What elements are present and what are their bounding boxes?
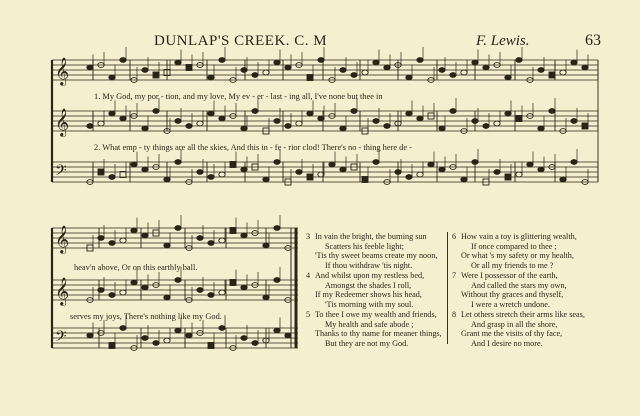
note-head (120, 58, 126, 63)
note-head (384, 65, 390, 70)
note-head (109, 111, 115, 116)
note-head (87, 333, 93, 338)
note-head (450, 109, 456, 114)
note-head (560, 177, 566, 182)
stanza-divider (447, 232, 448, 344)
note-head (494, 121, 500, 126)
note-head (483, 65, 489, 70)
note-head (175, 60, 181, 65)
note-head (175, 226, 181, 231)
stanza-line: 6 How vain a toy is glittering wealth, (452, 232, 577, 241)
note-head (362, 70, 368, 75)
treble-clef-icon: 𝄞 (55, 277, 70, 305)
bass-clef-icon: 𝄢 (55, 328, 67, 349)
note-head (241, 285, 247, 290)
shape-note (98, 169, 104, 175)
note-head (417, 172, 423, 177)
shape-note (307, 75, 313, 81)
note-head (153, 341, 159, 346)
note-head (516, 172, 522, 177)
note-head (175, 328, 181, 333)
note-head (208, 293, 214, 298)
note-head (164, 338, 170, 343)
stanza-line: If my Redeemer shows his head, (315, 290, 422, 300)
shape-note (582, 123, 588, 129)
stanza-5 (306, 310, 442, 348)
note-head (252, 109, 258, 114)
note-head (384, 124, 390, 129)
note-head (120, 116, 126, 121)
note-head (516, 58, 522, 63)
stanza-line: Grant me the visits of thy face, (461, 329, 563, 339)
stanza-line: 'Tis morning with my soul. (325, 299, 414, 309)
note-head (164, 295, 170, 300)
lyric-line-continuation-1: heav'n above, Or on this earthly ball. (74, 263, 198, 272)
composer-name: F. Lewis. (476, 33, 530, 49)
treble-clef-icon: 𝄞 (55, 57, 70, 85)
note-head (472, 160, 478, 165)
stanza-7 (452, 271, 567, 309)
note-head (263, 243, 269, 248)
stanza-line: But they are not my God. (325, 338, 409, 348)
note-head (571, 160, 577, 165)
note-head (263, 177, 269, 182)
shape-note (186, 65, 192, 71)
note-head (153, 109, 159, 114)
note-head (109, 241, 115, 246)
note-head (120, 290, 126, 295)
note-head (483, 124, 489, 129)
note-head (274, 328, 280, 333)
note-head (461, 70, 467, 75)
note-head (439, 126, 445, 131)
lyric-line-verse-2: 2. What emp - ty things are all the skies, And this in - fe - rior clod! There's no - thing here de - (94, 143, 412, 152)
note-head (340, 167, 346, 172)
note-head (186, 333, 192, 338)
note-head (164, 177, 170, 182)
note-head (98, 236, 104, 241)
bass-clef-icon: 𝄢 (55, 162, 67, 183)
stanza-line: My health and safe abode ; (325, 319, 414, 329)
note-head (417, 116, 423, 121)
note-head (219, 238, 225, 243)
note-head (417, 58, 423, 63)
note-head (285, 124, 291, 129)
stanza-4 (306, 271, 424, 309)
note-head (175, 278, 181, 283)
note-head (296, 170, 302, 175)
note-head (208, 111, 214, 116)
note-head (208, 175, 214, 180)
note-head (340, 68, 346, 73)
note-head (571, 119, 577, 124)
stanza-number: 8 (452, 310, 457, 319)
note-head (197, 121, 203, 126)
note-head (142, 285, 148, 290)
note-head (406, 175, 412, 180)
stanza-line: Thanks to thy name for meaner things, (315, 329, 442, 339)
note-head (472, 119, 478, 124)
note-head (538, 68, 544, 73)
hymn-title: DUNLAP'S CREEK. C. M (154, 33, 328, 49)
stanza-number: 3 (306, 232, 311, 241)
stanza-line: Scatters his feeble light; (325, 241, 404, 251)
note-head (175, 119, 181, 124)
stanza-6 (452, 232, 577, 270)
treble-clef-icon: 𝄞 (55, 108, 70, 136)
note-head (175, 160, 181, 165)
note-head (461, 177, 467, 182)
note-head (87, 65, 93, 70)
note-head (373, 160, 379, 165)
stanza-line: If thou withdraw 'tis night. (325, 260, 413, 270)
note-head (406, 111, 412, 116)
note-head (142, 68, 148, 73)
note-head (219, 58, 225, 63)
note-head (252, 341, 258, 346)
stanza-line: And grasp in all the shore, (471, 319, 558, 329)
note-head (296, 121, 302, 126)
note-head (395, 170, 401, 175)
note-head (274, 226, 280, 231)
note-head (131, 280, 137, 285)
note-head (131, 228, 137, 233)
note-head (549, 109, 555, 114)
note-head (351, 109, 357, 114)
stanza-line: 7 Were I possessor of the earth, (452, 271, 558, 280)
note-head (142, 336, 148, 341)
stanza-line: And called the stars my own, (471, 280, 567, 290)
note-head (571, 60, 577, 65)
note-head (285, 65, 291, 70)
stanza-line: If once compared to thee ; (471, 241, 557, 251)
stanza-line: And I desire no more. (471, 338, 543, 348)
shape-note (153, 72, 159, 78)
note-head (219, 116, 225, 121)
note-head (439, 167, 445, 172)
note-head (582, 65, 588, 70)
stanza-number: 5 (306, 310, 311, 319)
page-number: 63 (585, 32, 601, 49)
stanza-number: 6 (452, 232, 457, 241)
note-head (538, 167, 544, 172)
note-head (307, 111, 313, 116)
note-head (538, 126, 544, 131)
note-head (351, 73, 357, 78)
note-head (219, 290, 225, 295)
note-head (142, 233, 148, 238)
shape-note (362, 177, 368, 183)
shape-note (307, 174, 313, 180)
stanza-line: Without thy graces and thyself, (461, 290, 564, 300)
note-head (219, 172, 225, 177)
shape-note (549, 72, 555, 78)
shape-note (208, 343, 214, 349)
note-head (505, 111, 511, 116)
stanza-line: 3 In vain the bright, the burning sun (306, 232, 427, 241)
lyric-line-verse-1: 1. My God, my por - tion, and my love, My ev - er - last - ing all, I've none but thee in (94, 92, 383, 101)
note-head (98, 121, 104, 126)
note-head (87, 124, 93, 129)
stanza-line: Amongst the shades I roll, (325, 280, 412, 290)
lyric-line-continuation-2: serves my joys, There's nothing like my God. (70, 312, 222, 321)
note-head (120, 326, 126, 331)
note-head (274, 119, 280, 124)
note-head (252, 73, 258, 78)
note-head (274, 160, 280, 165)
note-head (494, 170, 500, 175)
note-head (439, 68, 445, 73)
stanza-line: 4 And whilst upon my restless bed, (306, 271, 425, 280)
note-head (142, 126, 148, 131)
note-head (208, 75, 214, 80)
shape-note (505, 174, 511, 180)
note-head (109, 293, 115, 298)
note-head (263, 70, 269, 75)
shape-note (516, 116, 522, 122)
shape-note (230, 162, 236, 168)
note-head (241, 68, 247, 73)
note-head (98, 288, 104, 293)
note-head (428, 162, 434, 167)
note-head (340, 126, 346, 131)
note-head (120, 238, 126, 243)
note-head (274, 60, 280, 65)
note-head (197, 288, 203, 293)
note-head (241, 233, 247, 238)
note-head (142, 167, 148, 172)
note-head (241, 167, 247, 172)
note-head (197, 236, 203, 241)
stanza-3 (306, 232, 437, 270)
stanza-line: Or all my friends to me ? (471, 260, 554, 270)
note-head (472, 60, 478, 65)
note-head (285, 333, 291, 338)
note-head (186, 124, 192, 129)
note-head (505, 75, 511, 80)
note-head (241, 126, 247, 131)
note-head (219, 326, 225, 331)
note-head (527, 162, 533, 167)
note-head (109, 75, 115, 80)
note-head (208, 241, 214, 246)
note-head (450, 73, 456, 78)
stanza-line: I were a wretch undone. (471, 299, 550, 309)
note-head (274, 278, 280, 283)
treble-clef-icon: 𝄞 (55, 225, 70, 253)
stanza-line: 8 Let others stretch their arms like seas, (452, 310, 585, 319)
stanza-8 (452, 310, 585, 348)
note-head (373, 119, 379, 124)
note-head (318, 116, 324, 121)
note-head (560, 70, 566, 75)
note-head (197, 170, 203, 175)
stanza-line: 5 To thee I owe my wealth and friends, (306, 310, 437, 319)
shape-note (109, 343, 115, 349)
note-head (373, 60, 379, 65)
note-head (109, 175, 115, 180)
shape-note (230, 228, 236, 234)
note-head (131, 162, 137, 167)
stanza-line: Or what 's my safety or my health, (461, 251, 574, 261)
stanza-number: 7 (452, 271, 457, 280)
note-head (241, 336, 247, 341)
note-head (164, 243, 170, 248)
note-head (263, 295, 269, 300)
note-head (329, 162, 335, 167)
shape-note (230, 280, 236, 286)
stanza-number: 4 (306, 271, 311, 280)
note-head (318, 58, 324, 63)
stanza-line: 'Tis thy sweet beams create my noon, (315, 251, 438, 261)
note-head (406, 75, 412, 80)
